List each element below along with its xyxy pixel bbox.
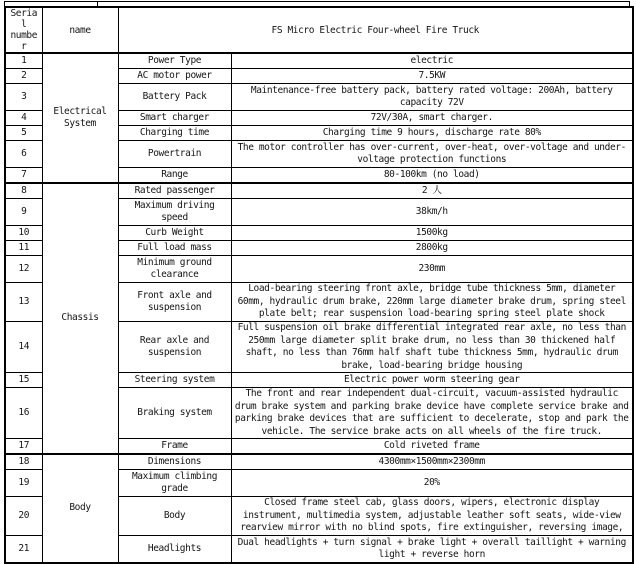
serial-cell: 20	[5, 497, 42, 536]
serial-cell: 14	[5, 322, 42, 373]
header-row	[5, 7, 633, 53]
attribute-cell: Steering system	[118, 373, 231, 388]
value-cell: 72V/30A, smart charger.	[231, 111, 633, 126]
partial-row-left-border	[4, 2, 5, 6]
attribute-cell: Range	[118, 168, 231, 184]
serial-cell: 3	[5, 84, 42, 111]
serial-cell: 18	[5, 454, 42, 470]
value-cell: Maintenance-free battery pack, battery rated voltage: 200Ah, battery capacity 72V	[231, 84, 633, 111]
value-cell: 80-100km (no load)	[231, 168, 633, 184]
attribute-cell: Power Type	[118, 53, 231, 69]
attribute-cell: Full load mass	[118, 241, 231, 256]
attribute-cell: Headlights	[118, 536, 231, 564]
header-serial: Serial number	[5, 7, 42, 53]
serial-cell: 6	[5, 141, 42, 168]
value-cell: Full suspension oil brake differential integrated rear axle, no less than 250mm large diameter split brake drum, no less than 30 thickened half shaft, no less than 76mm half shaft tube thickness 5mm, hydraulic drum brake, load-bearing bridge housing	[231, 322, 633, 373]
category-cell-chassis: Chassis	[42, 183, 118, 454]
attribute-cell: Powertrain	[118, 141, 231, 168]
value-cell: Load-bearing steering front axle, bridge tube thickness 5mm, diameter 60mm, hydraulic drum brake, 220mm large diameter brake drum, spring steel plate belt; rear suspension load-bearing spring steel plate shock	[231, 283, 633, 322]
value-cell: 2 人	[231, 183, 633, 199]
attribute-cell: Battery Pack	[118, 84, 231, 111]
value-cell: 20%	[231, 470, 633, 497]
table-top-partial-row	[4, 1, 630, 6]
value-cell: Charging time 9 hours, discharge rate 80%	[231, 126, 633, 141]
table-row	[5, 183, 633, 199]
attribute-cell: Smart charger	[118, 111, 231, 126]
serial-cell: 13	[5, 283, 42, 322]
value-cell: 4300mm×1500mm×2300mm	[231, 454, 633, 470]
serial-cell: 4	[5, 111, 42, 126]
category-cell-electrical-system: Electrical System	[42, 53, 118, 183]
attribute-cell: Rear axle and suspension	[118, 322, 231, 373]
attribute-cell: Rated passenger	[118, 183, 231, 199]
attribute-cell: Curb Weight	[118, 226, 231, 241]
spec-table	[4, 6, 634, 564]
value-cell: The motor controller has over-current, over-heat, over-voltage and under-voltage protection functions	[231, 141, 633, 168]
value-cell: 2800kg	[231, 241, 633, 256]
attribute-cell: AC motor power	[118, 69, 231, 84]
serial-cell: 8	[5, 183, 42, 199]
attribute-cell: Charging time	[118, 126, 231, 141]
table-row	[5, 53, 633, 69]
value-cell: Electric power worm steering gear	[231, 373, 633, 388]
value-cell: 38km/h	[231, 199, 633, 226]
serial-cell: 15	[5, 373, 42, 388]
value-cell: The front and rear independent dual-circuit, vacuum-assisted hydraulic drum brake system and parking brake device have complete service brake and parking brake devices that are sufficient to decelerate, stop and park the vehicle. The service brake acts on all wheels of the fire truck.	[231, 388, 633, 439]
attribute-cell: Maximum driving speed	[118, 199, 231, 226]
attribute-cell: Braking system	[118, 388, 231, 439]
serial-cell: 16	[5, 388, 42, 439]
serial-cell: 2	[5, 69, 42, 84]
table-row	[5, 454, 633, 470]
attribute-cell: Frame	[118, 439, 231, 455]
partial-row-divider	[97, 2, 98, 6]
serial-cell: 10	[5, 226, 42, 241]
value-cell: 7.5KW	[231, 69, 633, 84]
value-cell: Dual headlights + turn signal + brake light + overall taillight + warning light + reverse horn	[231, 536, 633, 564]
header-name: name	[42, 7, 118, 53]
serial-cell: 1	[5, 53, 42, 69]
category-cell-body: Body	[42, 454, 118, 563]
value-cell: 1500kg	[231, 226, 633, 241]
serial-cell: 21	[5, 536, 42, 564]
attribute-cell: Front axle and suspension	[118, 283, 231, 322]
serial-cell: 7	[5, 168, 42, 184]
attribute-cell: Dimensions	[118, 454, 231, 470]
table-title: FS Micro Electric Four-wheel Fire Truck	[118, 7, 633, 53]
serial-cell: 17	[5, 439, 42, 455]
value-cell: Cold riveted frame	[231, 439, 633, 455]
value-cell: 230mm	[231, 256, 633, 283]
serial-cell: 5	[5, 126, 42, 141]
serial-cell: 11	[5, 241, 42, 256]
serial-cell: 19	[5, 470, 42, 497]
serial-cell: 12	[5, 256, 42, 283]
value-cell: Closed frame steel cab, glass doors, wipers, electronic display instrument, multimedia system, adjustable leather soft seats, wide-view rearview mirror with no blind spots, fire extinguisher, reversing image,	[231, 497, 633, 536]
attribute-cell: Maximum climbing grade	[118, 470, 231, 497]
value-cell: electric	[231, 53, 633, 69]
attribute-cell: Body	[118, 497, 231, 536]
attribute-cell: Minimum ground clearance	[118, 256, 231, 283]
serial-cell: 9	[5, 199, 42, 226]
partial-row-right-border	[629, 2, 630, 6]
